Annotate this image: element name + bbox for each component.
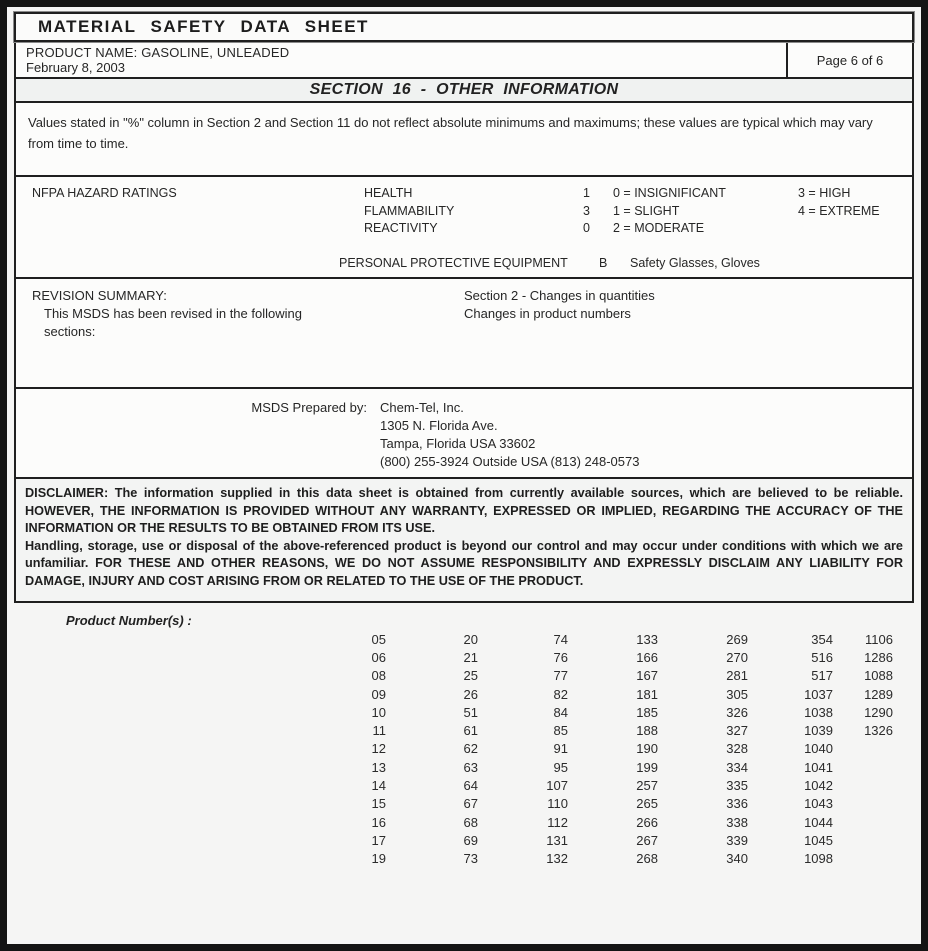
product-number-cell: 16: [371, 814, 386, 830]
product-number-cell: 82: [553, 686, 568, 702]
product-number-cell: 266: [636, 814, 658, 830]
product-number-cell: 77: [553, 668, 568, 684]
disclaimer-section: [16, 477, 912, 601]
product-number-cell: 1040: [804, 741, 833, 757]
product-number-row: [344, 813, 897, 831]
product-number-row: [344, 850, 897, 868]
product-number-row: [344, 721, 897, 739]
product-number-cell: [833, 850, 897, 868]
product-number-cell: 267: [636, 832, 658, 848]
product-number-cell: 15: [371, 796, 386, 812]
section-header: [16, 77, 912, 103]
document-title-box: [14, 12, 914, 42]
product-number-row: [344, 795, 897, 813]
nfpa-row: [16, 185, 912, 203]
product-number-cell: 1098: [804, 851, 833, 867]
revision-changes-column: [464, 287, 912, 387]
product-number-cell: [833, 758, 897, 776]
product-number-cell: 167: [636, 668, 658, 684]
product-number-cell: 190: [636, 741, 658, 757]
nfpa-row: [16, 220, 912, 238]
prepared-by-address: [367, 399, 639, 477]
product-number-row: [344, 776, 897, 794]
product-number-cell: [833, 776, 897, 794]
product-number-cell: 265: [636, 796, 658, 812]
product-number-cell: 268: [636, 851, 658, 867]
product-number-cell: 1045: [804, 832, 833, 848]
product-number-cell: 09: [371, 686, 386, 702]
product-numbers-table: [344, 630, 897, 868]
prepared-city: Tampa, Florida USA 33602: [380, 436, 536, 451]
product-number-cell: 1290: [864, 704, 893, 720]
disclaimer-paragraph-2: Handling, storage, use or disposal of the above-referenced product is beyond our control and may occur under conditions with which we are unfamiliar. FOR THESE AND OTHER REASONS, WE DO NOT ASSUME RESPONSIBILITY AND EXPRESSLY DISCLAIM ANY LIABILITY FOR DAMAGE, INJURY AND COST ARISING FROM OR RELATED TO THE USE OF THE PRODUCT.: [25, 538, 903, 588]
product-number-cell: 69: [463, 832, 478, 848]
ppe-label: PERSONAL PROTECTIVE EQUIPMENT: [339, 255, 568, 270]
product-number-cell: 328: [726, 741, 748, 757]
product-number-cell: 354: [811, 631, 833, 647]
product-number-cell: 06: [371, 649, 386, 665]
product-number-cell: 339: [726, 832, 748, 848]
product-number-cell: 131: [546, 832, 568, 848]
product-number-cell: 05: [371, 631, 386, 647]
product-number-cell: 516: [811, 649, 833, 665]
product-number-cell: 107: [546, 778, 568, 794]
disclaimer-paragraph-1: DISCLAIMER: The information supplied in this data sheet is obtained from currently available sources, which are believed to be reliable. HOWEVER, THE INFORMATION IS PROVIDED WITHOUT ANY WARRANTY, EXPRESSED OR IMPLIED, REGARDING THE ACCURACY OF THE INFORMATION OR THE RESULTS TO BE OBTAINED FROM ITS USE.: [25, 486, 903, 536]
nfpa-hazard-rating: 0: [583, 221, 590, 235]
product-number-cell: 12: [371, 741, 386, 757]
nfpa-section: [16, 175, 912, 277]
nfpa-legend: 3 = HIGH: [798, 186, 851, 200]
product-number-cell: 17: [371, 832, 386, 848]
product-number-cell: 14: [371, 778, 386, 794]
product-number-row: [344, 831, 897, 849]
product-number-cell: [833, 831, 897, 849]
product-number-cell: 76: [553, 649, 568, 665]
values-note-section: [16, 103, 912, 175]
product-number-cell: 10: [371, 704, 386, 720]
product-number-cell: [833, 813, 897, 831]
product-number-cell: 181: [636, 686, 658, 702]
product-number-cell: 1038: [804, 704, 833, 720]
product-number-cell: 62: [463, 741, 478, 757]
product-number-cell: 334: [726, 759, 748, 775]
ppe-row: [16, 255, 912, 273]
product-number-cell: 11: [372, 723, 386, 739]
product-number-cell: 270: [726, 649, 748, 665]
product-number-cell: 335: [726, 778, 748, 794]
revision-summary-text: sections:: [44, 324, 96, 339]
product-number-cell: 63: [463, 759, 478, 775]
product-number-cell: [833, 795, 897, 813]
product-number-row: [344, 648, 897, 666]
product-number-cell: 326: [726, 704, 748, 720]
prepared-by-label: MSDS Prepared by:: [251, 400, 367, 415]
nfpa-hazard-rating: 3: [583, 203, 590, 218]
product-number-cell: 305: [726, 686, 748, 702]
product-number-cell: 21: [463, 649, 478, 665]
product-number-cell: 95: [553, 759, 568, 775]
product-number-cell: 112: [547, 814, 568, 830]
product-number-cell: 64: [463, 778, 478, 794]
prepared-street: 1305 N. Florida Ave.: [380, 418, 498, 433]
product-number-cell: [833, 740, 897, 758]
revision-change-item: Changes in product numbers: [464, 306, 631, 321]
product-number-row: [344, 703, 897, 721]
product-number-cell: 51: [463, 704, 478, 720]
content-box: [14, 42, 914, 603]
product-number-cell: 25: [463, 668, 478, 684]
product-number-cell: 85: [553, 723, 568, 739]
prepared-phones: (800) 255-3924 Outside USA (813) 248-0573: [380, 454, 640, 469]
prepared-company: Chem-Tel, Inc.: [380, 400, 464, 415]
nfpa-legend: 4 = EXTREME: [798, 203, 880, 218]
product-number-cell: 166: [636, 649, 658, 665]
document-date: February 8, 2003: [26, 60, 126, 75]
document-title: MATERIAL SAFETY DATA SHEET: [38, 17, 369, 36]
product-number-cell: 08: [371, 668, 386, 684]
product-number-cell: 1289: [864, 686, 893, 702]
product-number-cell: 68: [463, 814, 478, 830]
product-number-cell: 84: [553, 704, 568, 720]
nfpa-hazard-name: REACTIVITY: [364, 221, 438, 235]
revision-change-item: Section 2 - Changes in quantities: [464, 288, 655, 303]
product-number-cell: 74: [553, 631, 568, 647]
product-number-cell: 199: [636, 759, 658, 775]
prepared-by-section: [16, 387, 912, 477]
product-number-cell: 91: [553, 741, 568, 757]
nfpa-hazard-rating: 1: [583, 186, 590, 200]
header-left: [16, 43, 786, 77]
product-number-cell: 19: [371, 851, 386, 867]
product-number-cell: 1044: [804, 814, 833, 830]
product-number-cell: 327: [726, 723, 748, 739]
product-number-cell: 1286: [864, 649, 893, 665]
product-number-row: [344, 630, 897, 648]
product-number-cell: 132: [546, 851, 568, 867]
product-number-row: [344, 667, 897, 685]
product-number-cell: 1043: [804, 796, 833, 812]
product-number-cell: 110: [547, 796, 568, 812]
nfpa-legend: 1 = SLIGHT: [613, 203, 680, 218]
revision-left-column: [16, 287, 464, 387]
product-number-cell: 281: [726, 668, 748, 684]
product-number-cell: 185: [636, 704, 658, 720]
product-number-cell: 1037: [804, 686, 833, 702]
product-number-cell: 188: [636, 723, 658, 739]
product-numbers-label: Product Number(s) :: [66, 613, 192, 628]
product-number-cell: 26: [463, 686, 478, 702]
product-number-cell: 1106: [865, 631, 893, 647]
product-number-cell: 67: [463, 796, 478, 812]
product-number-cell: 336: [726, 796, 748, 812]
page-number: Page 6 of 6: [786, 43, 912, 77]
product-number-row: [344, 758, 897, 776]
product-number-cell: 340: [726, 851, 748, 867]
product-numbers-section: [14, 603, 914, 868]
product-number-cell: 1042: [804, 778, 833, 794]
product-number-cell: 73: [463, 851, 478, 867]
product-number-row: [344, 685, 897, 703]
product-number-cell: 13: [371, 759, 386, 775]
nfpa-row: [16, 203, 912, 221]
product-number-row: [344, 740, 897, 758]
values-note-text: Values stated in "%" column in Section 2 and Section 11 do not reflect absolute minimums and maximums; these values are typical which may vary from time to time.: [28, 115, 873, 151]
product-number-cell: 61: [463, 723, 478, 739]
product-number-cell: 20: [463, 631, 478, 647]
revision-summary-text: This MSDS has been revised in the following: [44, 306, 302, 321]
header-row: [16, 43, 912, 77]
nfpa-hazard-name: FLAMMABILITY: [364, 203, 455, 218]
ppe-value: Safety Glasses, Gloves: [630, 255, 760, 270]
product-number-cell: 517: [811, 668, 833, 684]
product-number-cell: 1088: [864, 668, 893, 684]
product-number-cell: 1326: [864, 723, 893, 739]
nfpa-legend: 0 = INSIGNIFICANT: [613, 186, 726, 200]
product-number-cell: 269: [726, 631, 748, 647]
nfpa-hazard-name: HEALTH: [364, 186, 413, 200]
product-number-cell: 338: [726, 814, 748, 830]
product-number-cell: 257: [636, 778, 658, 794]
revision-summary-section: [16, 277, 912, 387]
section-title: SECTION 16 - OTHER INFORMATION: [309, 81, 619, 98]
product-name: PRODUCT NAME: GASOLINE, UNLEADED: [26, 45, 290, 60]
nfpa-legend: [798, 220, 912, 238]
ppe-rating: B: [599, 255, 608, 270]
product-number-cell: 133: [636, 631, 658, 647]
nfpa-legend: 2 = MODERATE: [613, 221, 705, 235]
product-number-cell: 1041: [804, 759, 833, 775]
product-number-cell: 1039: [804, 723, 833, 739]
revision-summary-label: REVISION SUMMARY:: [32, 288, 167, 303]
nfpa-label: NFPA HAZARD RATINGS: [32, 186, 177, 200]
